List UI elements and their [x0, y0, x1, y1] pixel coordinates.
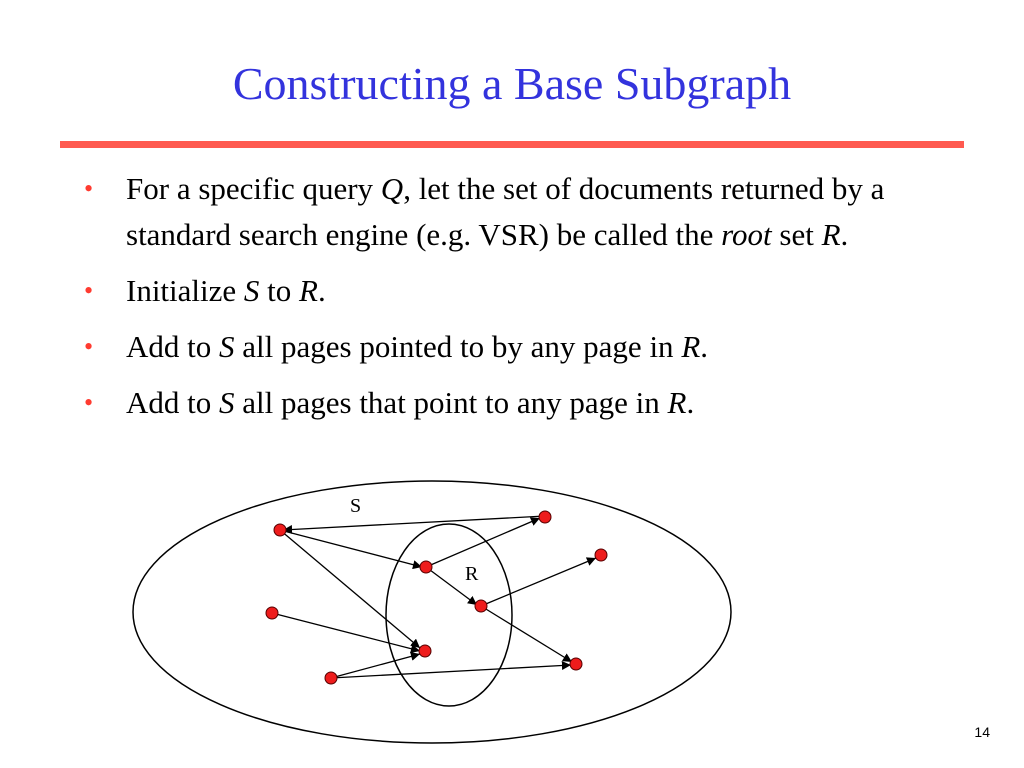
edge: [481, 606, 572, 662]
bullet-marker: •: [84, 332, 94, 361]
bullet-italic-text: S: [219, 329, 235, 364]
bullet-italic-text: S: [219, 385, 235, 420]
bullet-italic-text: Q: [380, 171, 404, 206]
bullet-text: Add to: [126, 329, 219, 364]
edge: [272, 613, 420, 651]
set-r-ellipse: [386, 524, 512, 706]
graph-node: [274, 524, 286, 536]
bullet-italic-text: R: [299, 273, 318, 308]
graph-node: [420, 561, 432, 573]
edge: [331, 665, 571, 678]
edge: [481, 558, 596, 606]
graph-node: [325, 672, 337, 684]
bullet-italic-text: R: [681, 329, 701, 364]
edge: [283, 516, 545, 530]
bullet-marker: •: [84, 174, 94, 203]
bullet-text: .: [700, 329, 708, 364]
bullet-text: .: [317, 273, 326, 308]
bullet-text: all pages that point to any page in: [234, 385, 668, 420]
set-s-label: S: [350, 495, 362, 517]
bullet-text: all pages pointed to by any page in: [234, 329, 682, 364]
graph-node: [419, 645, 431, 657]
graph-node: [595, 549, 607, 561]
edges: [272, 516, 596, 678]
bullet-text: .: [686, 385, 695, 420]
bullet-text: set: [771, 217, 822, 252]
bullet-italic-text: S: [243, 273, 260, 308]
bullet-italic-text: R: [667, 385, 687, 420]
bullet-text: For a specific query: [126, 171, 381, 206]
graph-node: [475, 600, 487, 612]
bullet-text: Initialize: [126, 273, 244, 308]
slide-title: Constructing a Base Subgraph: [232, 58, 792, 109]
bullet-text: .: [840, 217, 849, 252]
set-s-ellipse: [133, 481, 731, 743]
edge: [426, 518, 540, 567]
bullet-italic-text: root: [721, 217, 772, 252]
nodes: [266, 511, 607, 684]
bullet-marker: •: [84, 388, 94, 417]
set-r-label: R: [465, 563, 479, 585]
bullet-italic-text: R: [821, 217, 841, 252]
bullet-text: , let the set of documents returned by a standard search engine (e.g. VSR) be called the: [126, 171, 885, 252]
bullet-text: Add to: [126, 385, 219, 420]
bullet-text: to: [259, 273, 300, 308]
bullet-marker: •: [84, 276, 94, 305]
graph-node: [539, 511, 551, 523]
graph-node: [266, 607, 278, 619]
page-number: 14: [974, 724, 990, 740]
graph-node: [570, 658, 582, 670]
